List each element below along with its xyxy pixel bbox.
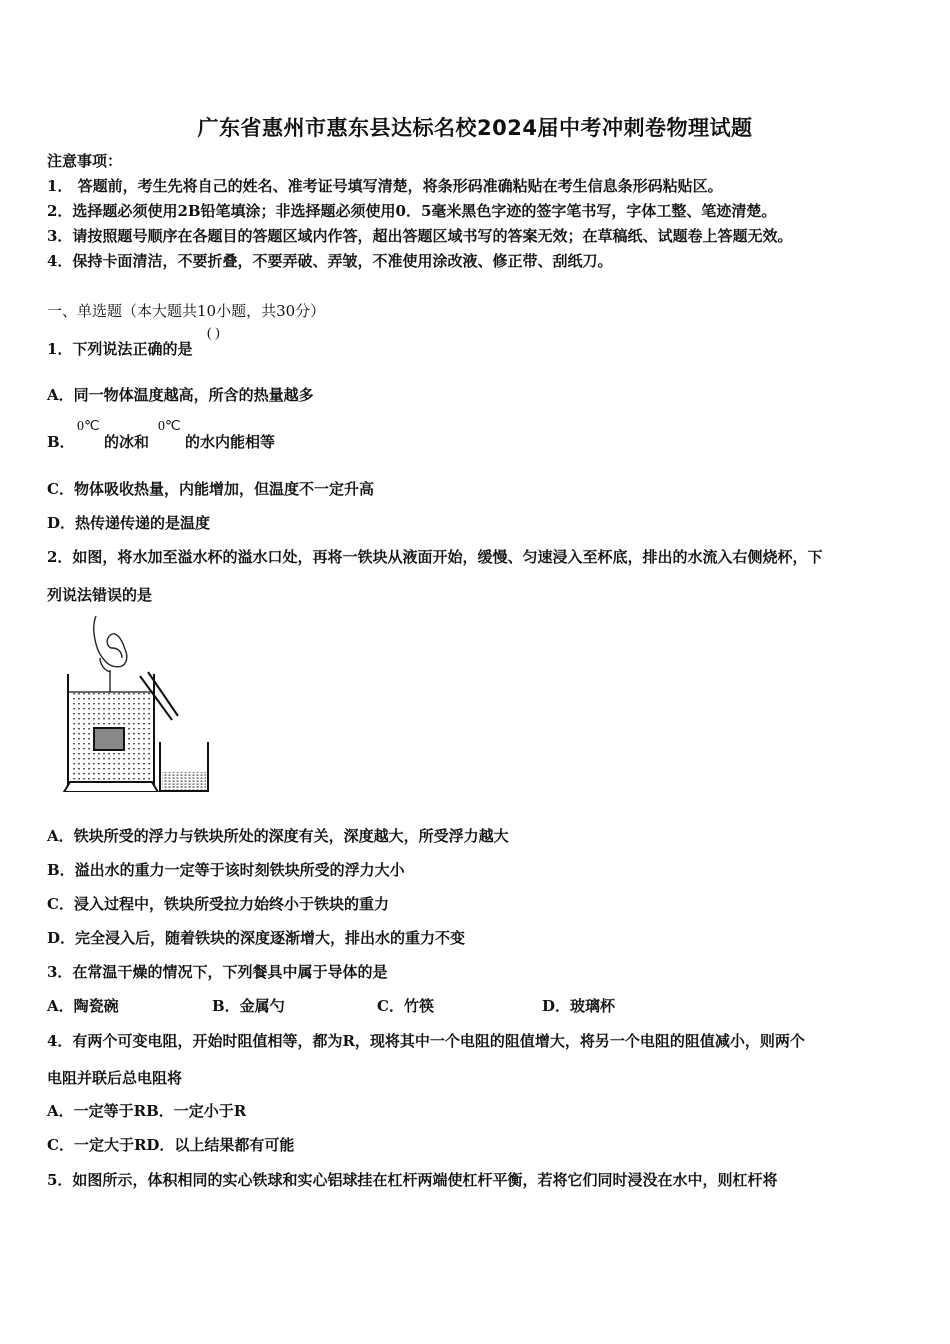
notice-item-3: 3．请按照题号顺序在各题目的答题区域内作答，超出答题区域书写的答案无效；在草稿纸、试题卷上答题无效。	[47, 227, 793, 245]
q2-option-a: A．铁块所受的浮力与铁块所处的深度有关，深度越大，所受浮力越大	[47, 827, 509, 845]
q2-option-d: D．完全浸入后，随着铁块的深度逐渐增大，排出水的重力不变	[47, 929, 466, 947]
q1-option-b-mid: 的冰和	[104, 433, 150, 451]
q3-option-d: D．玻璃杯	[542, 997, 616, 1015]
page-title: 广东省惠州市惠东县达标名校2024届中考冲刺卷物理试题	[197, 116, 753, 140]
iron-block	[94, 728, 124, 750]
q1-option-c: C．物体吸收热量，内能增加，但温度不一定升高	[47, 480, 374, 498]
q2-option-c: C．浸入过程中，铁块所受拉力始终小于铁块的重力	[47, 895, 389, 913]
q1-option-d: D．热传递传递的是温度	[47, 514, 211, 532]
q2-stem-line2: 列说法错误的是	[47, 586, 153, 604]
q5-stem: 5．如图所示，体积相同的实心铁球和实心铝球挂在杠杆两端使杠杆平衡，若将它们同时浸没在水中，则杠杆将	[47, 1171, 778, 1189]
overflow-cup-figure	[52, 612, 222, 792]
q2-stem-line1: 2．如图，将水加至溢水杯的溢水口处，再将一铁块从液面开始，缓慢、匀速浸入至杯底，排出的水流入右侧烧杯，下	[47, 548, 823, 566]
q3-option-a: A．陶瓷碗	[47, 997, 119, 1015]
notice-item-4: 4．保持卡面清洁，不要折叠，不要弄破、弄皱，不准使用涂改液、修正带、刮纸刀。	[47, 252, 613, 270]
section-heading: 一、单选题（本大题共10小题，共30分）	[47, 302, 326, 320]
q4-options-cd: C．一定大于RD．以上结果都有可能	[47, 1136, 295, 1154]
q1-option-a: A．同一物体温度越高，所含的热量越多	[47, 386, 314, 404]
beaker-water	[162, 772, 206, 790]
q4-stem-line1: 4．有两个可变电阻，开始时阻值相等，都为R，现将其中一个电阻的阻值增大，将另一个电阻的阻值减小，则两个	[47, 1032, 805, 1050]
q3-option-b: B．金属勺	[212, 997, 285, 1015]
q4-stem-line2: 电阻并联后总电阻将	[47, 1069, 183, 1087]
q3-stem: 3．在常温干燥的情况下，下列餐具中属于导体的是	[47, 963, 388, 981]
q1-option-b-temp1: 0℃	[77, 419, 100, 434]
q1-option-b-suffix: 的水内能相等	[185, 433, 276, 451]
cup-base	[64, 782, 158, 792]
q1-option-b-temp2: 0℃	[158, 419, 181, 434]
q2-option-b: B．溢出水的重力一定等于该时刻铁块所受的浮力大小	[47, 861, 405, 879]
q1-stem: 1．下列说法正确的是	[47, 340, 193, 358]
q3-option-c: C．竹筷	[377, 997, 434, 1015]
notice-item-2: 2．选择题必须使用2B铅笔填涂；非选择题必须使用0．5毫米黑色字迹的签字笔书写，字体工整、笔迹清楚。	[47, 202, 777, 220]
notice-item-1: 1． 答题前，考生先将自己的姓名、准考证号填写清楚，将条形码准确粘贴在考生信息条形码粘贴区。	[47, 177, 723, 195]
hand-icon	[94, 616, 127, 672]
q1-answer-bracket: ( )	[207, 326, 220, 341]
q1-option-b-prefix: B．	[47, 433, 75, 451]
q4-options-ab: A．一定等于RB．一定小于R	[47, 1102, 247, 1120]
notice-heading: 注意事项：	[47, 152, 123, 170]
